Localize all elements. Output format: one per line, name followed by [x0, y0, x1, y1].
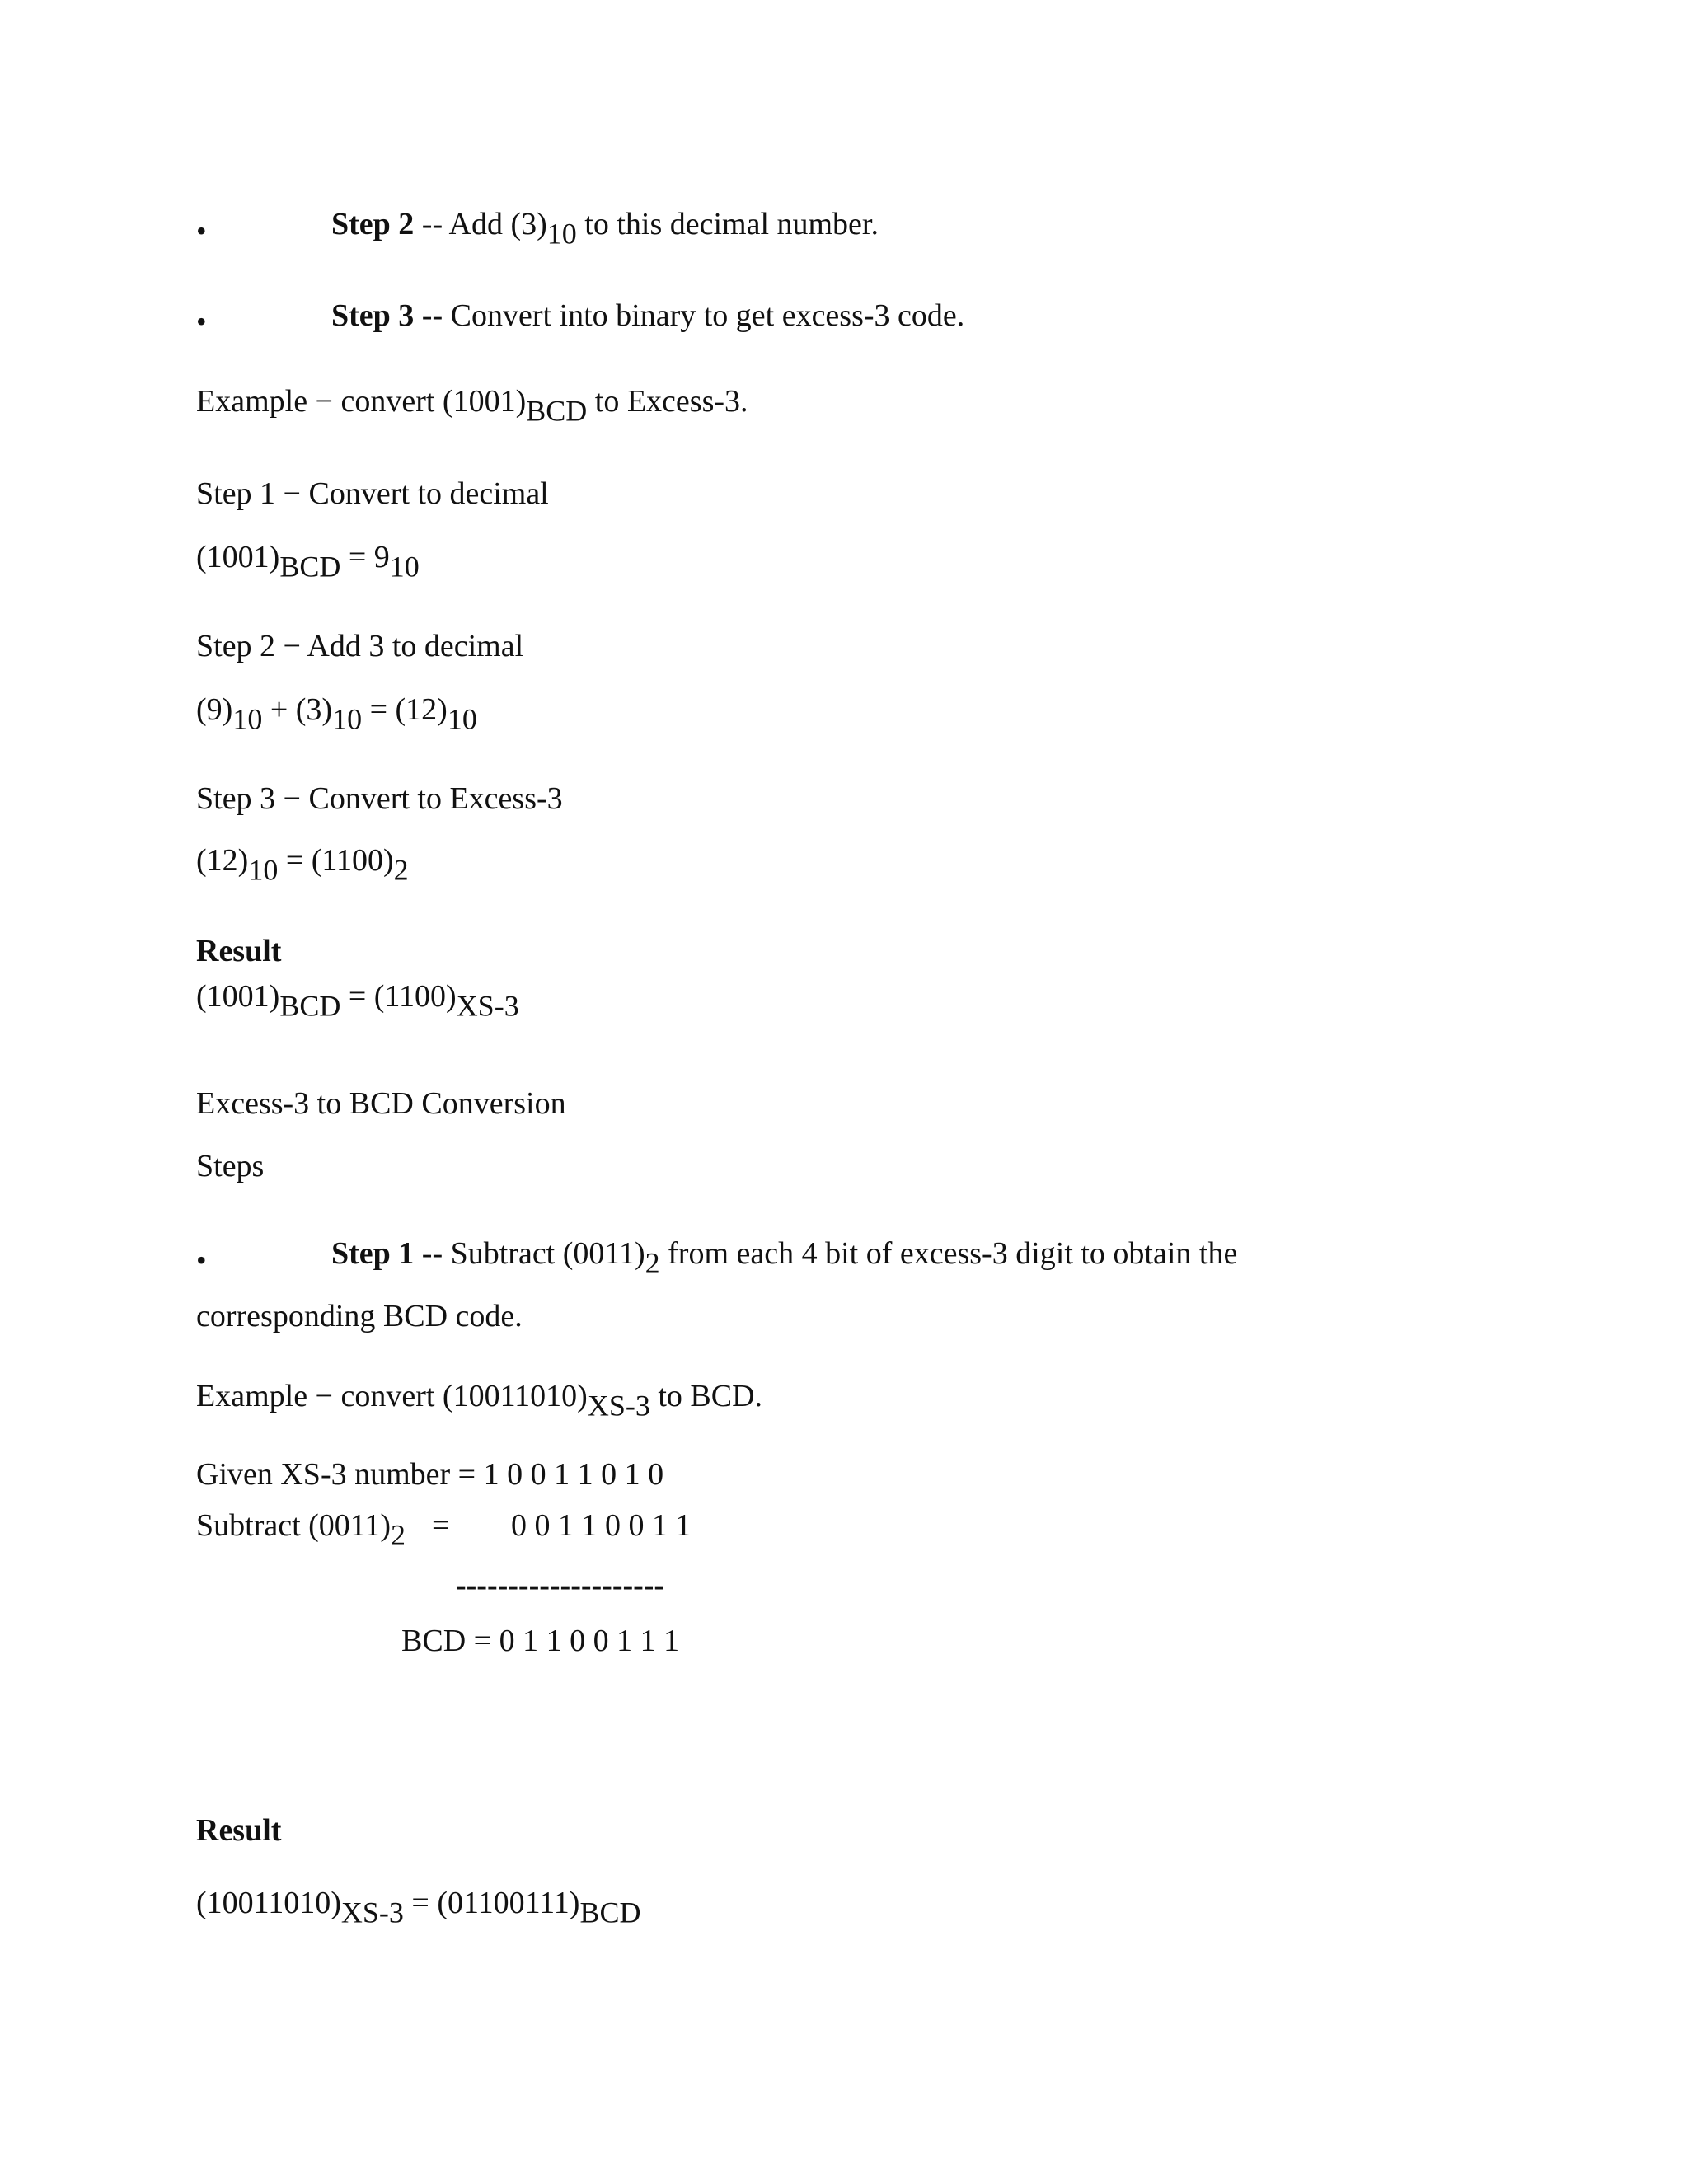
- subscript: 10: [389, 550, 420, 583]
- subscript: BCD: [526, 394, 588, 428]
- given-number: Given XS-3 number = 1 0 0 1 1 0 1 0: [196, 1457, 664, 1492]
- subscript: 10: [546, 217, 577, 251]
- example-2: [196, 1379, 763, 1422]
- step-2-title: Step 2 − Add 3 to decimal: [196, 629, 524, 663]
- subtract-value: 0 0 1 1 0 0 1 1: [511, 1508, 692, 1543]
- subscript: BCD: [579, 1896, 641, 1929]
- subtract-line: [196, 1508, 406, 1552]
- result-heading: Result: [196, 934, 282, 968]
- bullet-icon: •: [196, 1244, 207, 1277]
- eq-part: = (1100): [278, 843, 394, 878]
- step-label: Step 1: [331, 1236, 415, 1271]
- bullet-step-1-continued: corresponding BCD code.: [196, 1299, 523, 1333]
- eq-part: = (01100111): [403, 1886, 580, 1920]
- eq-part: + (3): [262, 692, 333, 727]
- eq-part: = (12): [362, 692, 448, 727]
- step-text: -- Add (3): [414, 207, 547, 241]
- subscript: BCD: [279, 550, 341, 583]
- example-text-rest: to Excess-3.: [587, 384, 748, 419]
- subscript: XS-3: [340, 1896, 404, 1929]
- step-text-rest: from each 4 bit of excess-3 digit to obtain the: [659, 1236, 1238, 1271]
- step-1-title: Step 1 − Convert to decimal: [196, 476, 549, 511]
- subscript: XS-3: [456, 989, 519, 1023]
- section-title: Excess-3 to BCD Conversion: [196, 1086, 566, 1121]
- step-label: Step 2: [331, 207, 415, 241]
- step-2-equation: [196, 692, 477, 736]
- bullet-icon: •: [196, 305, 207, 338]
- step-label: Step 3: [331, 298, 415, 333]
- subscript: 10: [447, 702, 477, 736]
- bullet-step-1: [331, 1236, 1238, 1280]
- eq-part: (12): [196, 843, 249, 878]
- steps-label: Steps: [196, 1149, 265, 1183]
- result-equation: [196, 1886, 641, 1929]
- subtract-equals: =: [432, 1508, 450, 1543]
- subscript: 10: [332, 702, 363, 736]
- example-text-rest: to BCD.: [649, 1379, 763, 1413]
- bullet-icon: •: [196, 214, 207, 247]
- eq-part: = (1100): [340, 979, 457, 1014]
- subtract-label: Subtract (0011): [196, 1508, 392, 1543]
- example-text: Example − convert (1001): [196, 384, 527, 419]
- subscript: 10: [232, 702, 263, 736]
- subscript: 2: [391, 1518, 406, 1552]
- eq-part: = 9: [340, 540, 390, 574]
- subscript: 2: [393, 853, 409, 887]
- subscript: 10: [248, 853, 279, 887]
- result-equation: [196, 979, 519, 1023]
- calc-divider: --------------------: [456, 1568, 665, 1603]
- eq-part: (10011010): [196, 1886, 341, 1920]
- example-text: Example − convert (10011010): [196, 1379, 588, 1413]
- eq-part: (1001): [196, 540, 280, 574]
- subscript: BCD: [279, 989, 341, 1023]
- bullet-step-2: [331, 207, 879, 251]
- bullet-step-3: [331, 300, 964, 331]
- eq-part: (9): [196, 692, 233, 727]
- bcd-result: BCD = 0 1 1 0 0 1 1 1: [401, 1624, 680, 1658]
- step-3-title: Step 3 − Convert to Excess-3: [196, 781, 563, 816]
- step-1-equation: [196, 540, 420, 583]
- step-3-equation: [196, 843, 409, 887]
- step-text: -- Subtract (0011): [414, 1236, 645, 1271]
- example-1: [196, 384, 748, 428]
- step-text: -- Convert into binary to get excess-3 code.: [414, 298, 965, 333]
- eq-part: (1001): [196, 979, 280, 1014]
- step-text-rest: to this decimal number.: [576, 207, 879, 241]
- subscript: 2: [645, 1246, 660, 1280]
- result-heading: Result: [196, 1813, 282, 1848]
- subscript: XS-3: [587, 1389, 650, 1422]
